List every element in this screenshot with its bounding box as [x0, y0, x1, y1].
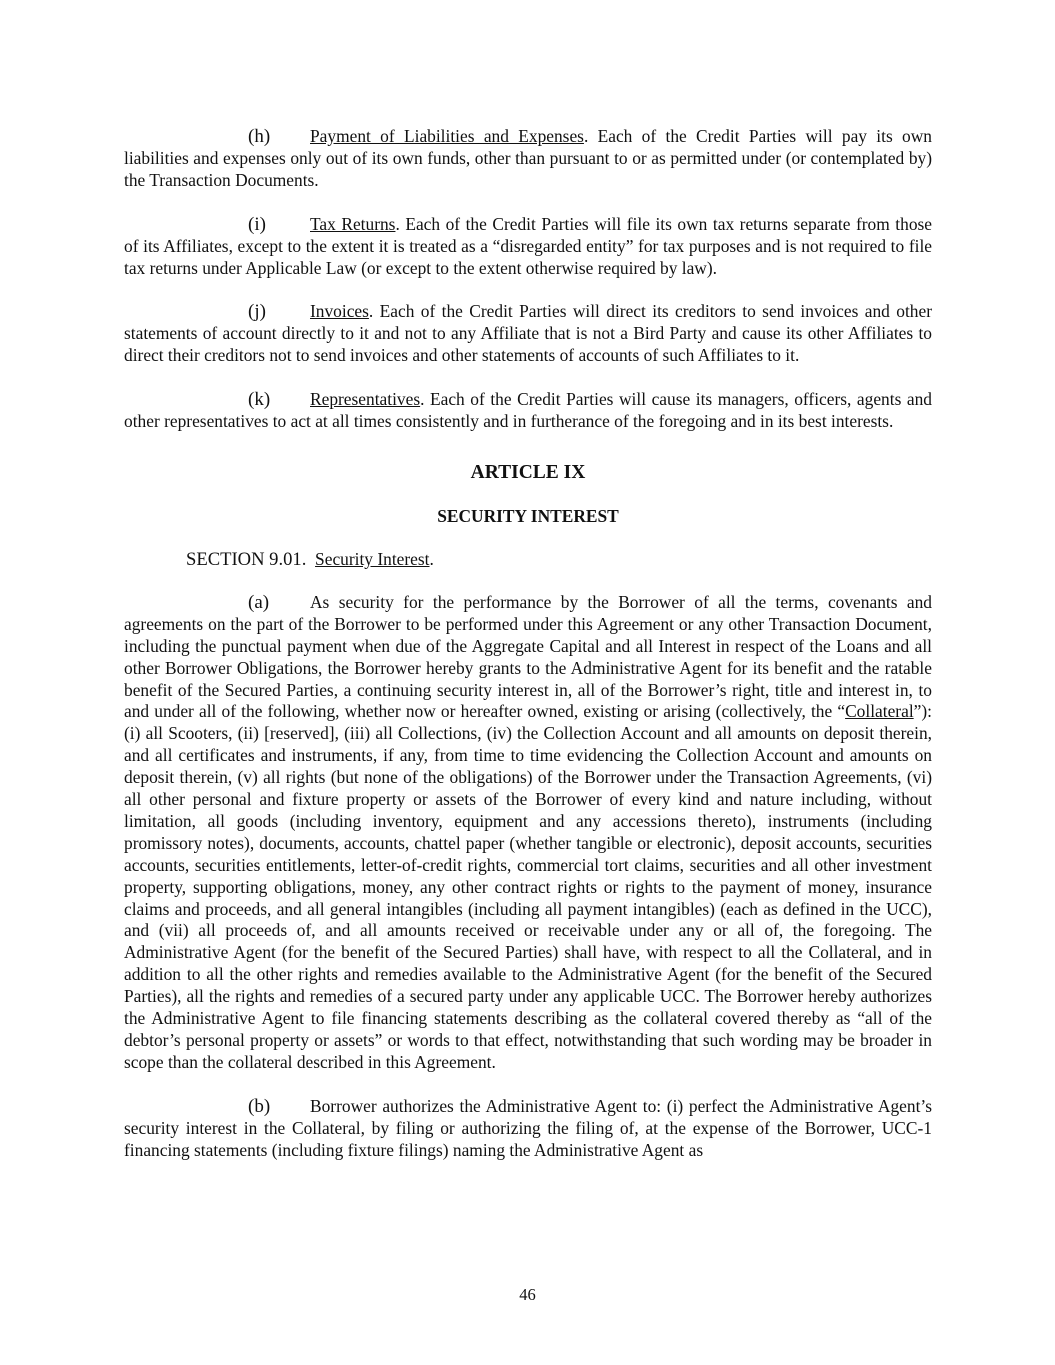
paragraph-body: . Each of the Credit Parties will cause its managers, officers, agents and other representatives to act at all times consistently and in furtherance of the foregoing and in its best interests.	[124, 389, 932, 432]
paragraph-heading: Payment of Liabilities and Expenses	[310, 126, 584, 146]
article-title: ARTICLE IX	[470, 461, 586, 483]
paragraph-h	[124, 126, 932, 192]
paragraph-body-start: As security for the performance by the Borrower of all the terms, covenants and agreements on the part of the Borrower to be performed under this Agreement or any other Transaction Document, including the punctual payment when due of the Aggregate Capital and all Interest in respect of the Loans and all other Borrower Obligations, the Borrower hereby grants to the Administrative Agent for its benefit and the ratable benefit of the Secured Parties, a continuing security interest in, all of the Borrower’s right, title and interest in, to and under all of the following, whether now or hereafter owned, existing or arising (collectively, the “	[124, 591, 932, 722]
section-heading	[186, 549, 932, 571]
section-title-suffix: .	[429, 548, 434, 569]
article-subtitle: SECURITY INTEREST	[437, 505, 619, 526]
section-title: Security Interest	[315, 548, 430, 569]
page-number: 46	[519, 1285, 536, 1304]
paragraph-marker: (h)	[248, 126, 271, 147]
paragraph-b	[124, 1096, 932, 1162]
paragraph-heading: Tax Returns	[310, 213, 396, 234]
paragraph-body: . Each of the Credit Parties will pay its own liabilities and expenses only out of its own funds, other than pursuant to or as permitted under (or contemplated by) the Transaction Documents.	[124, 126, 932, 190]
paragraph-marker: (a)	[248, 591, 270, 613]
defined-term-collateral: Collateral	[845, 701, 914, 722]
paragraph-k	[124, 389, 932, 433]
paragraph-marker: (i)	[248, 213, 266, 235]
paragraph-body: . Each of the Credit Parties will file its own tax returns separate from those of its Affiliates, except to the extent it is treated as a “disregarded entity” for tax purposes and is not required to file tax returns under Applicable Law (or except to the extent otherwise required by law).	[124, 213, 932, 278]
paragraph-marker: (k)	[248, 389, 271, 411]
paragraph-marker: (b)	[248, 1095, 271, 1117]
document-page	[124, 126, 932, 1184]
paragraph-heading: Representatives	[310, 389, 421, 410]
paragraph-body-end: ”): (i) all Scooters, (ii) [reserved], (iii) all Collections, (iv) the Collection Account and all amounts on deposit therein, and all certificates and instruments, if any, from time to time evidencing the Collection Account and amounts on deposit therein, (v) all rights (but none of the obligations) of the Borrower under the Transaction Agreements, (vi) all other personal and fixture property or assets of the Borrower of every kind and nature including, without limitation, all goods (including inventory, equipment and any accessions thereto), instruments (including promissory notes), documents, accounts, chattel paper (whether tangible or electronic), deposit accounts, securities accounts, securities entitlements, letter-of-credit rights, commercial tort claims, securities and all other investment property, supporting obligations, money, any other contract rights or rights to the payment of money, insurance claims and proceeds, and all general intangibles (including all payment intangibles) (each as defined in the UCC), and (vii) all proceeds of, and all amounts received or receivable under any or all of, the foregoing. The Administrative Agent (for the benefit of the Secured Parties) shall have, with respect to all the Collateral, and in addition to all the other rights and remedies available to the Administrative Agent (for the benefit of the Secured Parties), all the rights and remedies of a secured party under any applicable UCC. The Borrower hereby authorizes the Administrative Agent to file financing statements describing as the collateral covered thereby as “all of the debtor’s personal property or assets” or words to that effect, notwithstanding that such wording may be broader in scope than the collateral described in this Agreement.	[124, 701, 932, 1072]
paragraph-marker: (j)	[248, 301, 266, 323]
paragraph-i	[124, 214, 932, 280]
paragraph-heading: Invoices	[310, 301, 369, 322]
paragraph-body: . Each of the Credit Parties will direct its creditors to send invoices and other statements of account directly to it and not to any Affiliate that is not a Bird Party and cause its other Affiliates to direct their creditors not to send invoices and other statements of accounts of such Affiliates to it.	[124, 301, 932, 366]
paragraph-j	[124, 301, 932, 367]
paragraph-body: Borrower authorizes the Administrative Agent to: (i) perfect the Administrative Agent’s security interest in the Collateral, by filing or authorizing the filing of, at the expense of the Borrower, UCC-1 financing statements (including fixture filings) naming the Administrative Agent as	[124, 1095, 932, 1160]
paragraph-a	[124, 592, 932, 1074]
section-number: SECTION 9.01.	[186, 548, 307, 570]
